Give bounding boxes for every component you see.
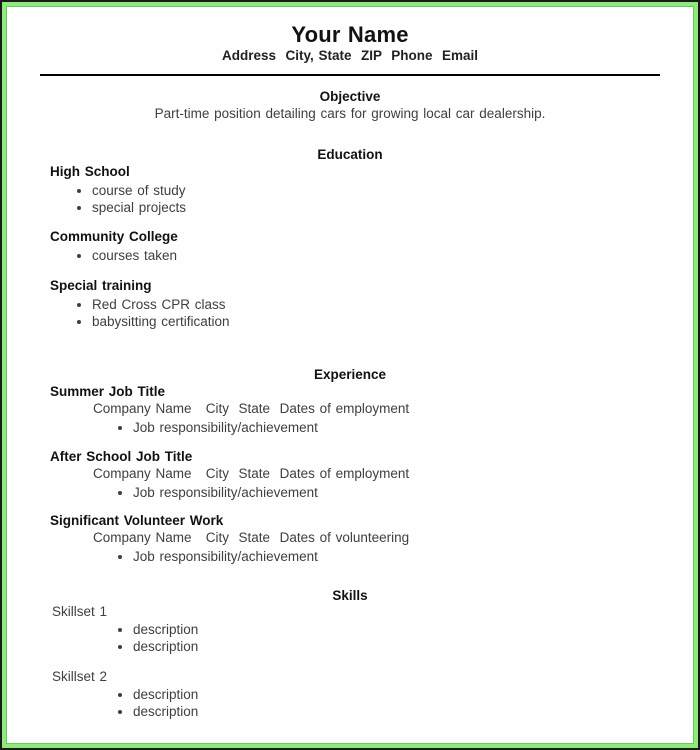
bullet-item: • babysitting certification <box>92 313 693 330</box>
skills-section <box>7 589 693 720</box>
experience-entry-volunteer-work <box>7 514 693 565</box>
education-entry-high-school <box>7 165 693 216</box>
bullet-item: • Job responsibility/achievement <box>133 484 693 501</box>
bullet-item: • description <box>133 686 693 703</box>
entry-title: Special training <box>50 278 152 293</box>
skillset-title: Skillset 1 <box>52 604 108 619</box>
bullet-item: • Job responsibility/achievement <box>133 548 693 565</box>
name-title: Your Name <box>291 22 409 47</box>
bullet-item: • description <box>133 638 693 655</box>
bullet-item: • courses taken <box>92 247 693 264</box>
entry-title: High School <box>50 164 130 179</box>
bullet-item: • course of study <box>92 182 693 199</box>
company-line: Company Name City State Dates of volunteering <box>93 530 410 545</box>
bullet-list <box>7 621 693 655</box>
bullet-list <box>7 686 693 720</box>
resume-header <box>7 7 693 64</box>
bullet-list <box>7 182 693 216</box>
bullet-item: • Job responsibility/achievement <box>133 419 693 436</box>
bullet-list <box>7 247 693 264</box>
objective-text: Part-time position detailing cars for growing local car dealership. <box>154 106 546 121</box>
green-border-frame <box>2 2 698 748</box>
objective-heading: Objective <box>319 89 381 104</box>
bullet-list <box>7 548 693 565</box>
company-line: Company Name City State Dates of employment <box>93 401 410 416</box>
bullet-list <box>7 296 693 330</box>
experience-entry-after-school-job <box>7 450 693 501</box>
entry-title: Community College <box>50 229 178 244</box>
entry-title: Summer Job Title <box>50 384 166 399</box>
bullet-item: • special projects <box>92 199 693 216</box>
education-entry-community-college <box>7 230 693 264</box>
entry-title: Significant Volunteer Work <box>50 513 224 528</box>
resume-content <box>6 6 694 744</box>
header-divider <box>40 74 660 76</box>
bullet-item: • description <box>133 703 693 720</box>
experience-section <box>7 368 693 565</box>
objective-section <box>7 90 693 122</box>
contact-line: Address City, State ZIP Phone Email <box>221 48 479 63</box>
company-line: Company Name City State Dates of employment <box>93 466 410 481</box>
bullet-item: • Red Cross CPR class <box>92 296 693 313</box>
education-entry-special-training <box>7 279 693 330</box>
experience-heading: Experience <box>313 367 387 382</box>
experience-entry-summer-job <box>7 385 693 436</box>
skills-entry-skillset-2 <box>7 670 693 720</box>
skillset-title: Skillset 2 <box>52 669 108 684</box>
bullet-item: • description <box>133 621 693 638</box>
education-section <box>7 148 693 330</box>
skills-entry-skillset-1 <box>7 605 693 655</box>
entry-title: After School Job Title <box>50 449 193 464</box>
bullet-list <box>7 419 693 436</box>
education-heading: Education <box>317 147 383 162</box>
bullet-list <box>7 484 693 501</box>
skills-heading: Skills <box>332 588 368 603</box>
